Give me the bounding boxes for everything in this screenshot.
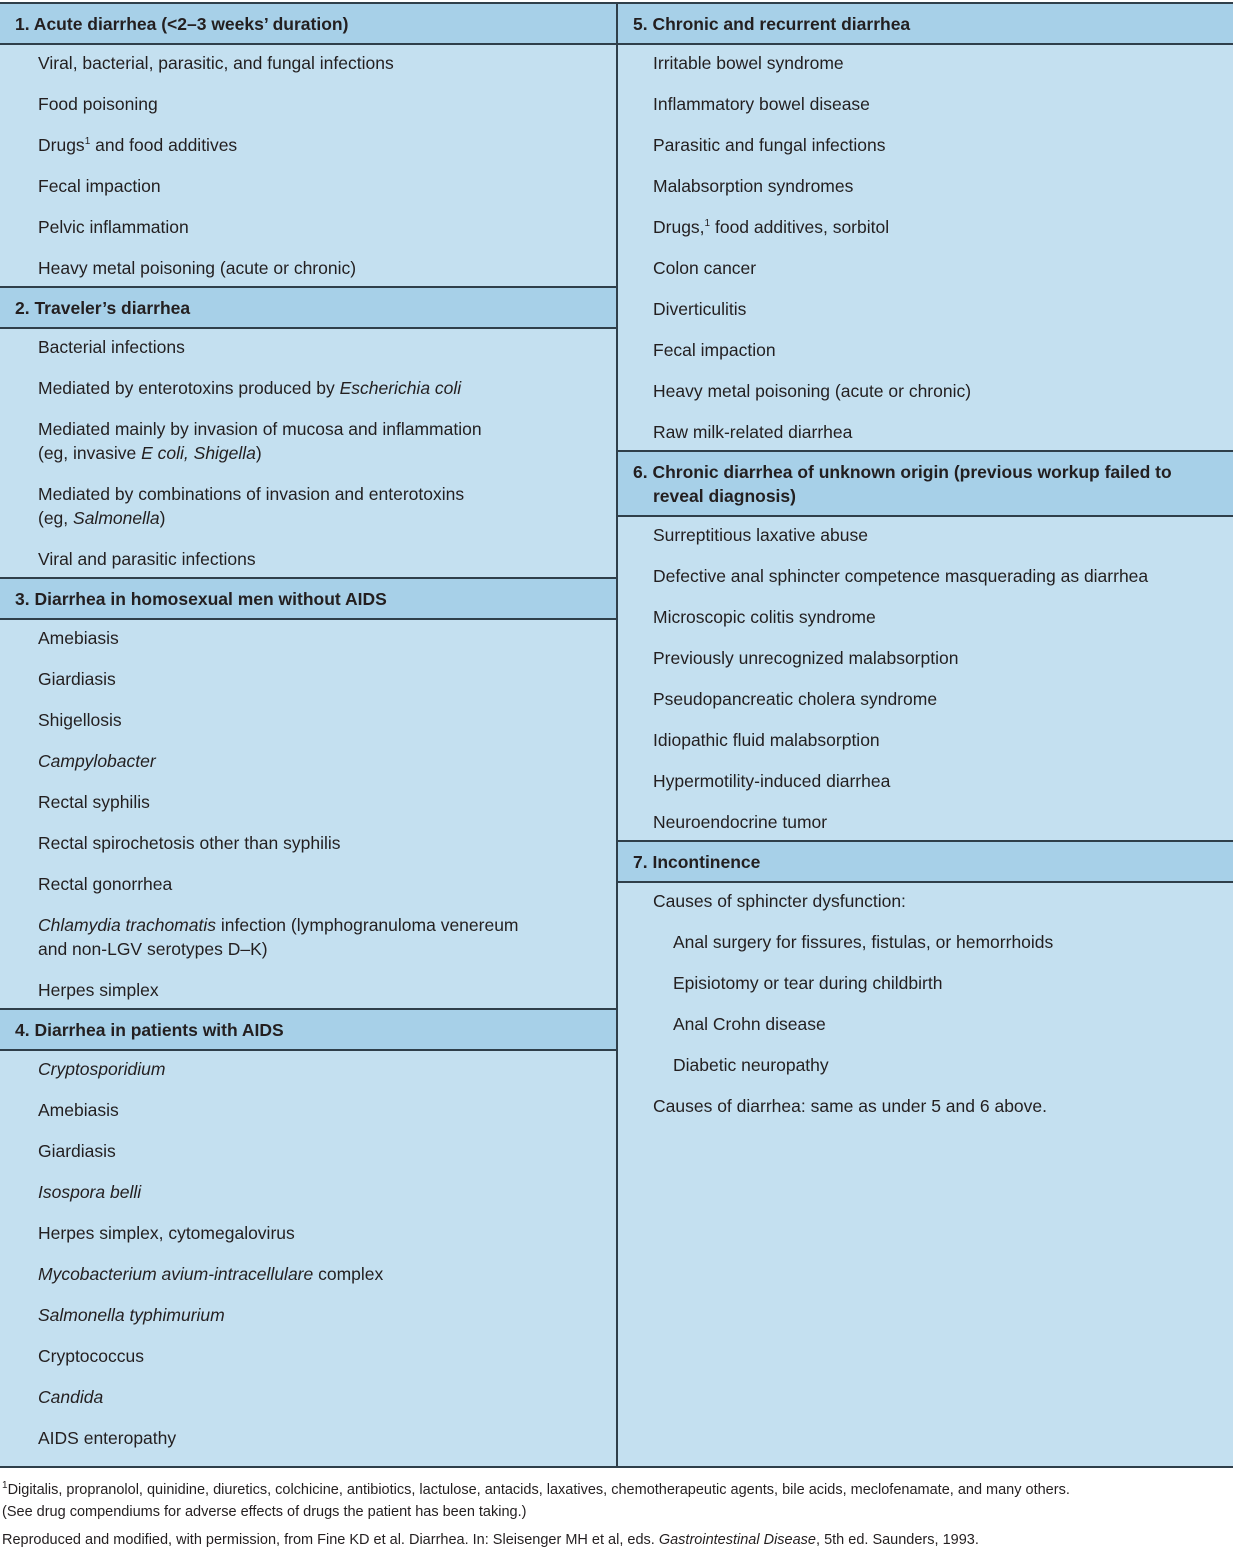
- item-text: and food additives: [95, 135, 238, 155]
- list-item: Surreptitious laxative abuse: [653, 525, 868, 545]
- item-text: Drugs: [38, 135, 85, 155]
- list-item: Shigellosis: [38, 710, 122, 730]
- source-book-title: Gastrointestinal Disease: [658, 1532, 817, 1548]
- item-italic: E coli, Shigella: [141, 443, 256, 463]
- list-subitem: Episiotomy or tear during childbirth: [673, 973, 943, 993]
- section-heading-aids: 4. Diarrhea in patients with AIDS: [0, 1008, 616, 1051]
- list-item: Malabsorption syndromes: [653, 176, 854, 196]
- list-item: Causes of sphincter dysfunction:: [653, 891, 906, 911]
- item-text: food additives, sorbitol: [714, 217, 890, 237]
- footnote-ref: 1: [84, 136, 91, 148]
- list-item: Neuroendocrine tumor: [653, 812, 828, 832]
- section-heading-acute: 1. Acute diarrhea (<2–3 weeks’ duration): [0, 4, 616, 45]
- item-italic: Escherichia coli: [339, 378, 462, 398]
- item-text: Mediated mainly by invasion of mucosa and inflammation: [38, 419, 482, 439]
- left-column: [0, 4, 618, 1466]
- list-item: Irritable bowel syndrome: [653, 53, 844, 73]
- list-item: Herpes simplex, cytomegalovirus: [38, 1223, 295, 1243]
- list-item: [0, 417, 616, 465]
- footnote: [2, 1479, 1232, 1523]
- section-heading-homosexual-men: 3. Diarrhea in homosexual men without AIDS: [0, 577, 616, 620]
- list-item: Causes of diarrhea: same as under 5 and 6 above.: [653, 1096, 1047, 1116]
- list-item: Giardiasis: [38, 1141, 116, 1161]
- list-item: Viral, bacterial, parasitic, and fungal infections: [38, 53, 394, 73]
- section-list-incontinence: [618, 883, 1233, 1118]
- heading-line: 6. Chronic diarrhea of unknown origin (previous workup failed to: [633, 462, 1172, 482]
- item-text: ): [255, 443, 262, 463]
- list-item: Fecal impaction: [38, 176, 161, 196]
- list-item: Amebiasis: [38, 1100, 119, 1120]
- list-item: Raw milk-related diarrhea: [653, 422, 853, 442]
- item-text: and non-LGV serotypes D–K): [38, 939, 268, 959]
- item-text: infection (lymphogranuloma venereum: [220, 915, 519, 935]
- section-list-aids: [0, 1051, 616, 1450]
- item-italic: Isospora belli: [38, 1182, 142, 1202]
- item-text: ): [159, 508, 166, 528]
- list-item: Rectal gonorrhea: [38, 874, 173, 894]
- item-text: (eg,: [38, 508, 69, 528]
- item-text: Mediated by enterotoxins produced by: [38, 378, 335, 398]
- list-item: Microscopic colitis syndrome: [653, 607, 876, 627]
- list-item: Parasitic and fungal infections: [653, 135, 886, 155]
- list-item: [0, 1180, 616, 1204]
- list-item: Diverticulitis: [653, 299, 747, 319]
- list-item: Rectal syphilis: [38, 792, 150, 812]
- section-heading-incontinence: 7. Incontinence: [618, 840, 1233, 883]
- list-item: Heavy metal poisoning (acute or chronic): [38, 258, 357, 278]
- list-item: Giardiasis: [38, 669, 116, 689]
- section-heading-unknown-origin: [618, 450, 1233, 517]
- item-text: complex: [318, 1264, 384, 1284]
- list-item: [0, 913, 616, 961]
- list-item: Food poisoning: [38, 94, 158, 114]
- section-list-acute: [0, 45, 616, 280]
- section-list-unknown-origin: [618, 517, 1233, 834]
- list-item: Fecal impaction: [653, 340, 776, 360]
- list-item: Viral and parasitic infections: [38, 549, 256, 569]
- item-text: Mediated by combinations of invasion and enterotoxins: [38, 484, 465, 504]
- list-item: Heavy metal poisoning (acute or chronic): [653, 381, 972, 401]
- list-item: Previously unrecognized malabsorption: [653, 648, 959, 668]
- section-heading-travelers: 2. Traveler’s diarrhea: [0, 286, 616, 329]
- list-item: [0, 1385, 616, 1409]
- item-italic: Salmonella typhimurium: [38, 1305, 225, 1325]
- list-item: [0, 1262, 616, 1286]
- list-subitem: Anal Crohn disease: [673, 1014, 826, 1034]
- item-italic: Cryptosporidium: [38, 1059, 166, 1079]
- list-item: Amebiasis: [38, 628, 119, 648]
- list-item: [618, 215, 1233, 239]
- diarrhea-causes-table: [0, 2, 1233, 1468]
- list-item: [0, 1303, 616, 1327]
- list-item: Pseudopancreatic cholera syndrome: [653, 689, 938, 709]
- list-item: [0, 133, 616, 157]
- footnote-marker: 1: [2, 1480, 8, 1492]
- footnote-ref: 1: [704, 218, 711, 230]
- item-italic: Chlamydia trachomatis: [38, 915, 216, 935]
- list-item: AIDS enteropathy: [38, 1428, 177, 1448]
- section-list-chronic-recurrent: [618, 45, 1233, 444]
- item-text: Drugs,: [653, 217, 705, 237]
- section-list-travelers: [0, 329, 616, 571]
- list-item: [0, 376, 616, 400]
- list-item: Herpes simplex: [38, 980, 159, 1000]
- source-text: Reproduced and modified, with permission, from Fine KD et al. Diarrhea. In: Sleisenger MH et al, eds.: [2, 1532, 655, 1548]
- list-item: [0, 1057, 616, 1081]
- footnote-text: Digitalis, propranolol, quinidine, diuretics, colchicine, antibiotics, lactulose, antacids, laxatives, chemotherapeutic agents, bile acids, meclofenamate, and many others.: [7, 1482, 1070, 1498]
- item-italic: Candida: [38, 1387, 104, 1407]
- list-item: Bacterial infections: [38, 337, 185, 357]
- list-subitem: Diabetic neuropathy: [673, 1055, 829, 1075]
- source-credit: [2, 1529, 1232, 1551]
- item-italic: Salmonella: [73, 508, 160, 528]
- section-heading-chronic-recurrent: 5. Chronic and recurrent diarrhea: [618, 4, 1233, 45]
- source-text: , 5th ed. Saunders, 1993.: [816, 1532, 979, 1548]
- list-item: [0, 482, 616, 530]
- list-item: Pelvic inflammation: [38, 217, 189, 237]
- list-item: Colon cancer: [653, 258, 757, 278]
- right-column: [618, 4, 1233, 1466]
- section-list-homosexual-men: [0, 620, 616, 1002]
- list-item: Cryptococcus: [38, 1346, 145, 1366]
- list-item: [0, 749, 616, 773]
- item-italic: Campylobacter: [38, 751, 156, 771]
- list-item: Rectal spirochetosis other than syphilis: [38, 833, 341, 853]
- list-item: Defective anal sphincter competence masquerading as diarrhea: [653, 566, 1149, 586]
- item-italic: Mycobacterium avium-intracellulare: [38, 1264, 314, 1284]
- list-item: Idiopathic fluid malabsorption: [653, 730, 880, 750]
- heading-line: reveal diagnosis): [653, 486, 796, 506]
- item-text: (eg, invasive: [38, 443, 137, 463]
- list-subitem: Anal surgery for fissures, fistulas, or hemorrhoids: [673, 932, 1054, 952]
- list-item: Inflammatory bowel disease: [653, 94, 870, 114]
- footnote-text: (See drug compendiums for adverse effects of drugs the patient has been taking.): [2, 1504, 527, 1520]
- list-item: Hypermotility-induced diarrhea: [653, 771, 891, 791]
